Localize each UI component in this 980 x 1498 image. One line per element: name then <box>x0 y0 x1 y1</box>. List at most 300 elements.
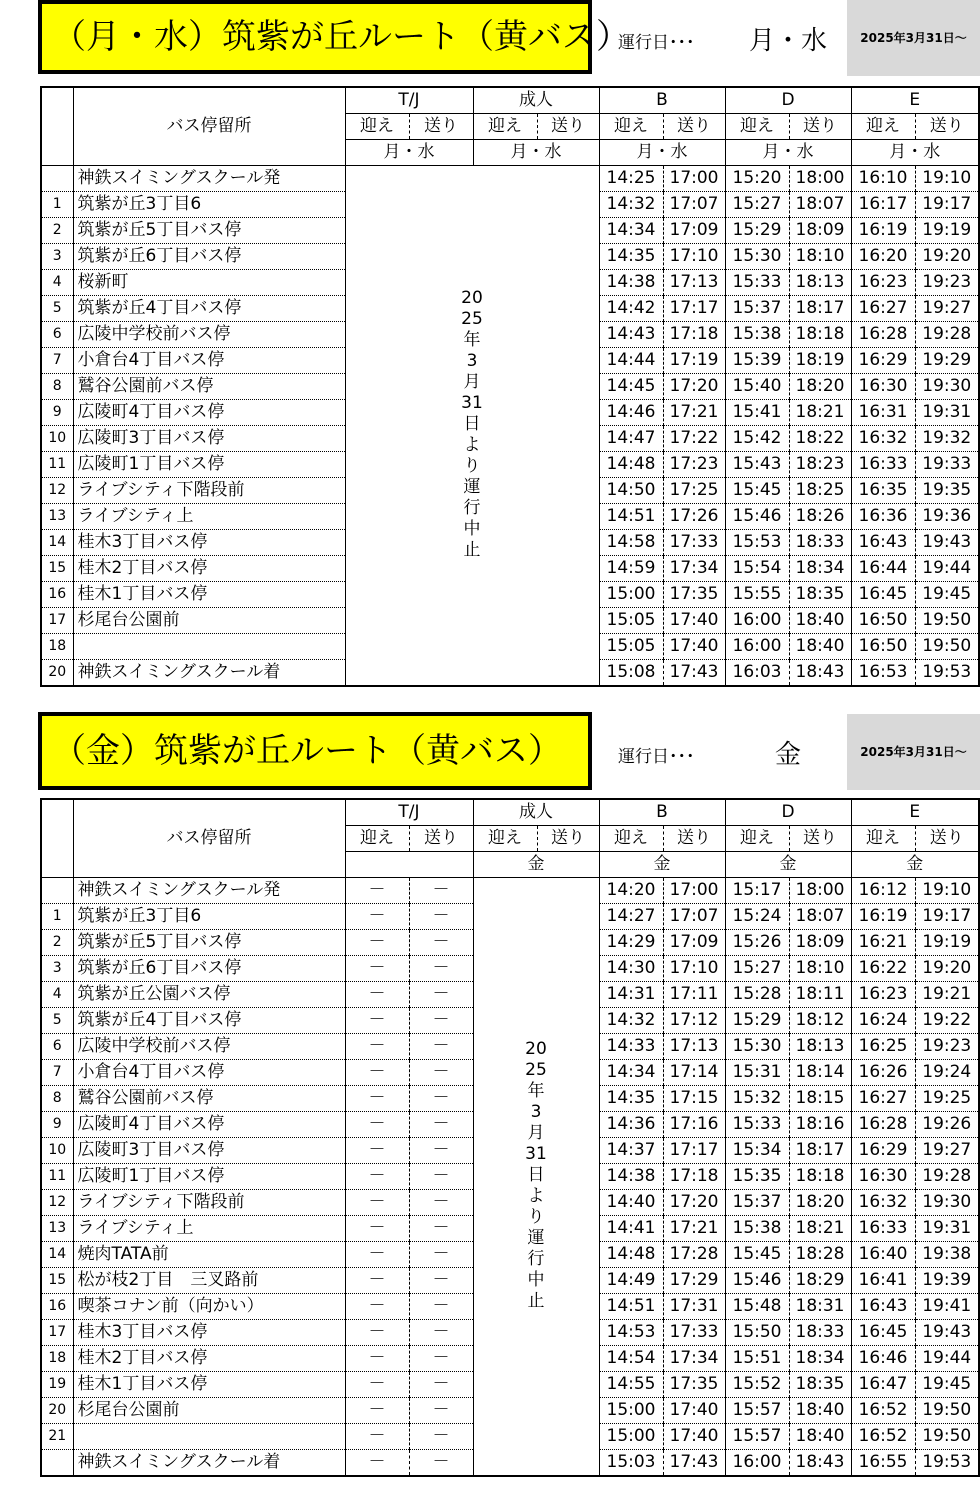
time-cell: 14:25 <box>599 166 663 192</box>
time-cell: 17:21 <box>663 1216 725 1242</box>
row-number: 11 <box>41 1164 73 1190</box>
time-cell: 19:28 <box>915 322 979 348</box>
time-cell: 19:25 <box>915 1086 979 1112</box>
time-cell: 19:19 <box>915 218 979 244</box>
time-cell: 14:45 <box>599 374 663 400</box>
time-cell: 16:03 <box>725 660 789 687</box>
stop-name: 神鉄スイミングスクール着 <box>73 1450 345 1477</box>
time-cell: 15:53 <box>725 530 789 556</box>
stop-name: 桂木1丁目バス停 <box>73 582 345 608</box>
time-cell: 18:09 <box>789 930 851 956</box>
time-cell: 15:24 <box>725 904 789 930</box>
row-number: 15 <box>41 1268 73 1294</box>
time-cell: 14:42 <box>599 296 663 322</box>
time-cell: 14:47 <box>599 426 663 452</box>
route-title: （金）筑紫が丘ルート（黄バス） <box>38 712 592 790</box>
day-cell: 金 <box>725 852 851 878</box>
time-cell: 17:29 <box>663 1268 725 1294</box>
row-number-header <box>41 87 73 166</box>
stop-name: 桂木1丁目バス停 <box>73 1372 345 1398</box>
time-cell: 15:57 <box>725 1398 789 1424</box>
time-cell: 19:30 <box>915 1190 979 1216</box>
time-cell: 19:50 <box>915 1424 979 1450</box>
time-cell: 15:26 <box>725 930 789 956</box>
time-cell: 14:49 <box>599 1268 663 1294</box>
time-cell: 19:32 <box>915 426 979 452</box>
row-number <box>41 166 73 192</box>
time-cell: 17:10 <box>663 244 725 270</box>
pickup-header: 迎え <box>599 114 663 140</box>
tj-dropoff: － <box>409 1450 473 1477</box>
day-cell: 月・水 <box>473 140 599 166</box>
tj-dropoff: － <box>409 982 473 1008</box>
row-number: 3 <box>41 244 73 270</box>
tj-pickup: － <box>345 1216 409 1242</box>
time-cell: 19:50 <box>915 608 979 634</box>
tj-dropoff: － <box>409 1424 473 1450</box>
day-cell: 月・水 <box>599 140 725 166</box>
time-cell: 15:29 <box>725 218 789 244</box>
time-cell: 14:29 <box>599 930 663 956</box>
group-header: T/J <box>345 87 473 114</box>
time-cell: 16:35 <box>851 478 915 504</box>
tj-pickup: － <box>345 1242 409 1268</box>
timetable <box>40 798 980 1477</box>
stop-name: 広陵中学校前バス停 <box>73 1034 345 1060</box>
time-cell: 17:43 <box>663 660 725 687</box>
time-cell: 15:00 <box>599 1398 663 1424</box>
time-cell: 14:53 <box>599 1320 663 1346</box>
tj-dropoff: － <box>409 1190 473 1216</box>
time-cell: 18:21 <box>789 1216 851 1242</box>
tj-dropoff: － <box>409 1060 473 1086</box>
stop-name: 広陵町1丁目バス停 <box>73 452 345 478</box>
time-cell: 17:15 <box>663 1086 725 1112</box>
time-cell: 17:40 <box>663 1398 725 1424</box>
tj-dropoff: － <box>409 956 473 982</box>
time-cell: 18:15 <box>789 1086 851 1112</box>
stop-header: バス停留所 <box>73 87 345 166</box>
time-cell: 18:17 <box>789 296 851 322</box>
time-cell: 18:16 <box>789 1112 851 1138</box>
stop-name: 広陵町4丁目バス停 <box>73 400 345 426</box>
stop-name: 鷲谷公園前バス停 <box>73 374 345 400</box>
dropoff-header: 送り <box>789 114 851 140</box>
time-cell: 15:30 <box>725 244 789 270</box>
time-cell: 19:38 <box>915 1242 979 1268</box>
tj-pickup: － <box>345 1346 409 1372</box>
time-cell: 19:10 <box>915 878 979 904</box>
row-number: 15 <box>41 556 73 582</box>
time-cell: 17:18 <box>663 1164 725 1190</box>
stop-name: 桂木3丁目バス停 <box>73 530 345 556</box>
tj-pickup: － <box>345 1086 409 1112</box>
day-cell: 金 <box>599 852 725 878</box>
dropoff-header: 送り <box>663 826 725 852</box>
time-cell: 18:21 <box>789 400 851 426</box>
time-cell: 17:19 <box>663 348 725 374</box>
stop-name: 杉尾台公園前 <box>73 1398 345 1424</box>
stop-name: ライブシティ下階段前 <box>73 478 345 504</box>
time-cell: 19:28 <box>915 1164 979 1190</box>
effective-date: 2025年3月31日～ <box>847 0 980 76</box>
time-cell: 19:21 <box>915 982 979 1008</box>
stop-name <box>73 1424 345 1450</box>
time-cell: 18:17 <box>789 1138 851 1164</box>
time-cell: 18:40 <box>789 634 851 660</box>
stop-name: 筑紫が丘5丁目バス停 <box>73 930 345 956</box>
stop-name: 筑紫が丘公園バス停 <box>73 982 345 1008</box>
time-cell: 17:17 <box>663 296 725 322</box>
time-cell: 19:53 <box>915 1450 979 1477</box>
time-cell: 18:33 <box>789 530 851 556</box>
time-cell: 15:52 <box>725 1372 789 1398</box>
time-cell: 15:51 <box>725 1346 789 1372</box>
row-number: 13 <box>41 1216 73 1242</box>
pickup-header: 迎え <box>725 826 789 852</box>
tj-pickup: － <box>345 956 409 982</box>
time-cell: 17:28 <box>663 1242 725 1268</box>
time-cell: 16:30 <box>851 374 915 400</box>
stop-header: バス停留所 <box>73 799 345 878</box>
stop-name: 松が枝2丁目 三叉路前 <box>73 1268 345 1294</box>
time-cell: 18:43 <box>789 660 851 687</box>
time-cell: 16:00 <box>725 634 789 660</box>
row-number: 10 <box>41 426 73 452</box>
row-number <box>41 1450 73 1477</box>
time-cell: 14:32 <box>599 192 663 218</box>
time-cell: 18:11 <box>789 982 851 1008</box>
tj-pickup: － <box>345 878 409 904</box>
row-number: 1 <box>41 192 73 218</box>
section-mon-wed <box>0 0 980 705</box>
time-cell: 17:23 <box>663 452 725 478</box>
time-cell: 17:21 <box>663 400 725 426</box>
row-number: 11 <box>41 452 73 478</box>
timetable <box>40 86 980 687</box>
time-cell: 18:40 <box>789 1398 851 1424</box>
time-cell: 18:29 <box>789 1268 851 1294</box>
time-cell: 15:57 <box>725 1424 789 1450</box>
time-cell: 18:07 <box>789 904 851 930</box>
row-number: 3 <box>41 956 73 982</box>
time-cell: 14:34 <box>599 1060 663 1086</box>
tj-pickup: － <box>345 1190 409 1216</box>
time-cell: 19:26 <box>915 1112 979 1138</box>
row-number: 7 <box>41 1060 73 1086</box>
tj-pickup: － <box>345 904 409 930</box>
row-number: 4 <box>41 270 73 296</box>
time-cell: 16:33 <box>851 452 915 478</box>
time-cell: 15:34 <box>725 1138 789 1164</box>
tj-dropoff: － <box>409 1242 473 1268</box>
time-cell: 17:18 <box>663 322 725 348</box>
operation-days: 金 <box>774 740 801 770</box>
time-cell: 15:29 <box>725 1008 789 1034</box>
time-cell: 15:38 <box>725 322 789 348</box>
row-number: 9 <box>41 1112 73 1138</box>
time-cell: 17:40 <box>663 608 725 634</box>
tj-dropoff: － <box>409 1346 473 1372</box>
time-cell: 14:46 <box>599 400 663 426</box>
time-cell: 15:55 <box>725 582 789 608</box>
pickup-header: 迎え <box>725 114 789 140</box>
time-cell: 16:27 <box>851 296 915 322</box>
tj-pickup: － <box>345 1424 409 1450</box>
time-cell: 16:46 <box>851 1346 915 1372</box>
time-cell: 19:27 <box>915 296 979 322</box>
time-cell: 16:29 <box>851 1138 915 1164</box>
stop-name: 筑紫が丘3丁目6 <box>73 192 345 218</box>
group-header: T/J <box>345 799 473 826</box>
time-cell: 14:48 <box>599 1242 663 1268</box>
row-number-header <box>41 799 73 878</box>
time-cell: 15:05 <box>599 608 663 634</box>
time-cell: 19:10 <box>915 166 979 192</box>
time-cell: 16:10 <box>851 166 915 192</box>
stop-name: 神鉄スイミングスクール発 <box>73 166 345 192</box>
time-cell: 16:52 <box>851 1398 915 1424</box>
time-cell: 15:40 <box>725 374 789 400</box>
time-cell: 17:25 <box>663 478 725 504</box>
time-cell: 14:55 <box>599 1372 663 1398</box>
time-cell: 14:35 <box>599 1086 663 1112</box>
route-title: （月・水）筑紫が丘ルート（黄バス） <box>38 0 592 74</box>
time-cell: 19:23 <box>915 270 979 296</box>
operation-days: 月・水 <box>748 26 827 56</box>
time-cell: 18:34 <box>789 556 851 582</box>
effective-date: 2025年3月31日～ <box>847 714 980 790</box>
time-cell: 18:20 <box>789 1190 851 1216</box>
time-cell: 15:08 <box>599 660 663 687</box>
time-cell: 15:45 <box>725 478 789 504</box>
time-cell: 18:25 <box>789 478 851 504</box>
time-cell: 19:35 <box>915 478 979 504</box>
dropoff-header: 送り <box>915 114 979 140</box>
table-row <box>41 166 979 192</box>
row-number: 17 <box>41 1320 73 1346</box>
stop-name: 広陵町1丁目バス停 <box>73 1164 345 1190</box>
time-cell: 14:38 <box>599 1164 663 1190</box>
tj-dropoff: － <box>409 1164 473 1190</box>
tj-pickup: － <box>345 1294 409 1320</box>
time-cell: 16:41 <box>851 1268 915 1294</box>
stop-name: ライブシティ上 <box>73 1216 345 1242</box>
tj-pickup: － <box>345 1320 409 1346</box>
row-number: 1 <box>41 904 73 930</box>
time-cell: 19:53 <box>915 660 979 687</box>
row-number: 14 <box>41 1242 73 1268</box>
row-number: 8 <box>41 1086 73 1112</box>
group-header: 成人 <box>473 799 599 826</box>
row-number: 16 <box>41 1294 73 1320</box>
time-cell: 17:22 <box>663 426 725 452</box>
suspended-text: 2025年3月31日より運行中止 <box>461 288 483 560</box>
time-cell: 16:23 <box>851 982 915 1008</box>
stop-name: ライブシティ上 <box>73 504 345 530</box>
time-cell: 18:23 <box>789 452 851 478</box>
time-cell: 16:19 <box>851 904 915 930</box>
time-cell: 19:50 <box>915 1398 979 1424</box>
time-cell: 16:21 <box>851 930 915 956</box>
tj-pickup: － <box>345 1034 409 1060</box>
time-cell: 14:54 <box>599 1346 663 1372</box>
tj-pickup: － <box>345 1398 409 1424</box>
time-cell: 17:12 <box>663 1008 725 1034</box>
time-cell: 16:27 <box>851 1086 915 1112</box>
time-cell: 17:26 <box>663 504 725 530</box>
time-cell: 17:07 <box>663 192 725 218</box>
time-cell: 17:35 <box>663 582 725 608</box>
time-cell: 15:37 <box>725 1190 789 1216</box>
stop-name: 桜新町 <box>73 270 345 296</box>
time-cell: 14:35 <box>599 244 663 270</box>
time-cell: 17:33 <box>663 1320 725 1346</box>
time-cell: 16:26 <box>851 1060 915 1086</box>
time-cell: 14:31 <box>599 982 663 1008</box>
time-cell: 18:35 <box>789 1372 851 1398</box>
time-cell: 15:00 <box>599 582 663 608</box>
time-cell: 18:40 <box>789 608 851 634</box>
row-number: 12 <box>41 1190 73 1216</box>
tj-pickup: － <box>345 1060 409 1086</box>
time-cell: 18:13 <box>789 1034 851 1060</box>
time-cell: 14:20 <box>599 878 663 904</box>
time-cell: 18:10 <box>789 244 851 270</box>
time-cell: 15:31 <box>725 1060 789 1086</box>
time-cell: 16:28 <box>851 1112 915 1138</box>
day-cell: 月・水 <box>345 140 473 166</box>
time-cell: 15:28 <box>725 982 789 1008</box>
time-cell: 14:32 <box>599 1008 663 1034</box>
time-cell: 15:17 <box>725 878 789 904</box>
time-cell: 16:00 <box>725 1450 789 1477</box>
day-cell: 金 <box>473 852 599 878</box>
row-number: 4 <box>41 982 73 1008</box>
tj-pickup: － <box>345 1268 409 1294</box>
dropoff-header: 送り <box>915 826 979 852</box>
time-cell: 19:44 <box>915 556 979 582</box>
time-cell: 15:32 <box>725 1086 789 1112</box>
time-cell: 14:43 <box>599 322 663 348</box>
row-number: 9 <box>41 400 73 426</box>
time-cell: 16:32 <box>851 426 915 452</box>
time-cell: 16:53 <box>851 660 915 687</box>
time-cell: 17:07 <box>663 904 725 930</box>
tj-dropoff: － <box>409 878 473 904</box>
time-cell: 16:17 <box>851 192 915 218</box>
time-cell: 15:37 <box>725 296 789 322</box>
time-cell: 15:54 <box>725 556 789 582</box>
dropoff-header: 送り <box>789 826 851 852</box>
tj-dropoff: － <box>409 1008 473 1034</box>
time-cell: 14:40 <box>599 1190 663 1216</box>
time-cell: 14:33 <box>599 1034 663 1060</box>
time-cell: 19:23 <box>915 1034 979 1060</box>
stop-name: 広陵町4丁目バス停 <box>73 1112 345 1138</box>
section-fri <box>0 712 980 1498</box>
time-cell: 15:46 <box>725 1268 789 1294</box>
time-cell: 19:24 <box>915 1060 979 1086</box>
time-cell: 14:38 <box>599 270 663 296</box>
time-cell: 16:32 <box>851 1190 915 1216</box>
time-cell: 18:07 <box>789 192 851 218</box>
stop-name: 鷲谷公園前バス停 <box>73 1086 345 1112</box>
time-cell: 17:40 <box>663 634 725 660</box>
day-cell: 月・水 <box>725 140 851 166</box>
time-cell: 15:30 <box>725 1034 789 1060</box>
stop-name: 筑紫が丘3丁目6 <box>73 904 345 930</box>
row-number: 2 <box>41 218 73 244</box>
time-cell: 17:33 <box>663 530 725 556</box>
time-cell: 14:27 <box>599 904 663 930</box>
group-header: E <box>851 799 979 826</box>
time-cell: 18:34 <box>789 1346 851 1372</box>
time-cell: 19:29 <box>915 348 979 374</box>
time-cell: 17:16 <box>663 1112 725 1138</box>
time-cell: 18:00 <box>789 166 851 192</box>
time-cell: 18:20 <box>789 374 851 400</box>
pickup-header: 迎え <box>345 114 409 140</box>
time-cell: 15:27 <box>725 192 789 218</box>
time-cell: 18:09 <box>789 218 851 244</box>
row-number: 19 <box>41 1372 73 1398</box>
stop-name: 広陵町3丁目バス停 <box>73 1138 345 1164</box>
time-cell: 15:33 <box>725 270 789 296</box>
time-cell: 15:48 <box>725 1294 789 1320</box>
group-header: B <box>599 799 725 826</box>
table-row <box>41 878 979 904</box>
row-number: 20 <box>41 660 73 687</box>
time-cell: 18:33 <box>789 1320 851 1346</box>
time-cell: 19:31 <box>915 1216 979 1242</box>
time-cell: 18:28 <box>789 1242 851 1268</box>
time-cell: 16:45 <box>851 582 915 608</box>
time-cell: 15:45 <box>725 1242 789 1268</box>
time-cell: 16:50 <box>851 634 915 660</box>
time-cell: 17:20 <box>663 374 725 400</box>
group-header: 成人 <box>473 87 599 114</box>
stop-name: 広陵中学校前バス停 <box>73 322 345 348</box>
time-cell: 17:09 <box>663 218 725 244</box>
stop-name: 焼肉TATA前 <box>73 1242 345 1268</box>
row-number: 5 <box>41 1008 73 1034</box>
time-cell: 19:17 <box>915 904 979 930</box>
time-cell: 15:05 <box>599 634 663 660</box>
time-cell: 19:43 <box>915 530 979 556</box>
time-cell: 17:20 <box>663 1190 725 1216</box>
time-cell: 14:48 <box>599 452 663 478</box>
time-cell: 18:18 <box>789 1164 851 1190</box>
time-cell: 17:17 <box>663 1138 725 1164</box>
time-cell: 19:43 <box>915 1320 979 1346</box>
time-cell: 19:33 <box>915 452 979 478</box>
time-cell: 15:46 <box>725 504 789 530</box>
time-cell: 18:26 <box>789 504 851 530</box>
time-cell: 16:45 <box>851 1320 915 1346</box>
row-number: 8 <box>41 374 73 400</box>
time-cell: 18:00 <box>789 878 851 904</box>
time-cell: 18:13 <box>789 270 851 296</box>
time-cell: 17:34 <box>663 556 725 582</box>
stop-name: 喫茶コナン前（向かい） <box>73 1294 345 1320</box>
time-cell: 15:38 <box>725 1216 789 1242</box>
tj-pickup: － <box>345 1138 409 1164</box>
time-cell: 19:22 <box>915 1008 979 1034</box>
time-cell: 15:43 <box>725 452 789 478</box>
time-cell: 15:35 <box>725 1164 789 1190</box>
group-header: E <box>851 87 979 114</box>
